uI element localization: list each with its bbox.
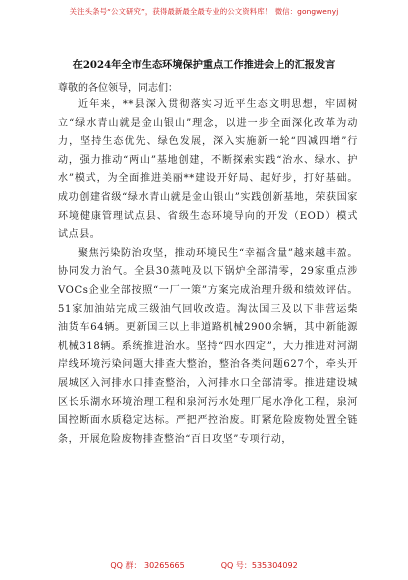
- header-banner: 关注头条号“公文研究”，获得最新最全最专业的公文资料库！ 微信：gongwenyj: [69, 7, 339, 16]
- document-title: 在2024年全市生态环境保护重点工作推进会上的汇报发言: [72, 59, 336, 71]
- qq-group-number: QQ 群： 30265665: [110, 561, 185, 570]
- body-paragraph: 近年来，**县深入贯彻落实习近平生态文明思想，牢固树立“绿水青山就是金山银山”理念，以进一步全面深化改革为动力，坚持生态优先、绿色发展，深入实施新一轮“四减四增”行动，强力推动“两山”基地创建，不断探索实践“治水、绿水、护水”模式，为全面推进美丽**建设开好局、起好步，打好基础。成功创建省级“绿水青山就是金山银山”实践创新基地，荣获国家环境健康管理试点县、省级生态环境导向的开发（EOD）模式试点县。: [58, 99, 358, 241]
- qq-number: QQ 号：535304092: [220, 561, 298, 570]
- body-paragraph: 聚焦污染防治攻坚，推动环境民生“幸福含量”越来越丰盈。协同发力治气。全县30蒸吨及以下锅炉全部清零，29家重点涉VOCs企业全部按照“一厂一策”方案完成治理升级和绩效评估。51家加油站完成三级油气回收改造。淘汰国三及以下非营运柴油货车64辆。更新国三以上非道路机械2900余辆，其中新能源机械318辆。系统推进治水。坚持“四水四定”，大力推进对河湖岸线环境污染问题大排查大整治，整治各类问题627个，牵头开展城区入河排水口排查整治，入河排水口全部清零。推进建设城区长乐湖水环境治理工程和泉河污水处理厂尾水净化工程，泉河国控断面水质稳定达标。严把严控治废。盯紧危险废物处置全链条，开展危险废物排查整治“百日攻坚”专项行动，: [58, 247, 358, 445]
- salutation: 尊敬的各位领导，同志们：: [58, 83, 178, 94]
- document-body: [58, 96, 358, 449]
- footer-contact: [0, 560, 408, 571]
